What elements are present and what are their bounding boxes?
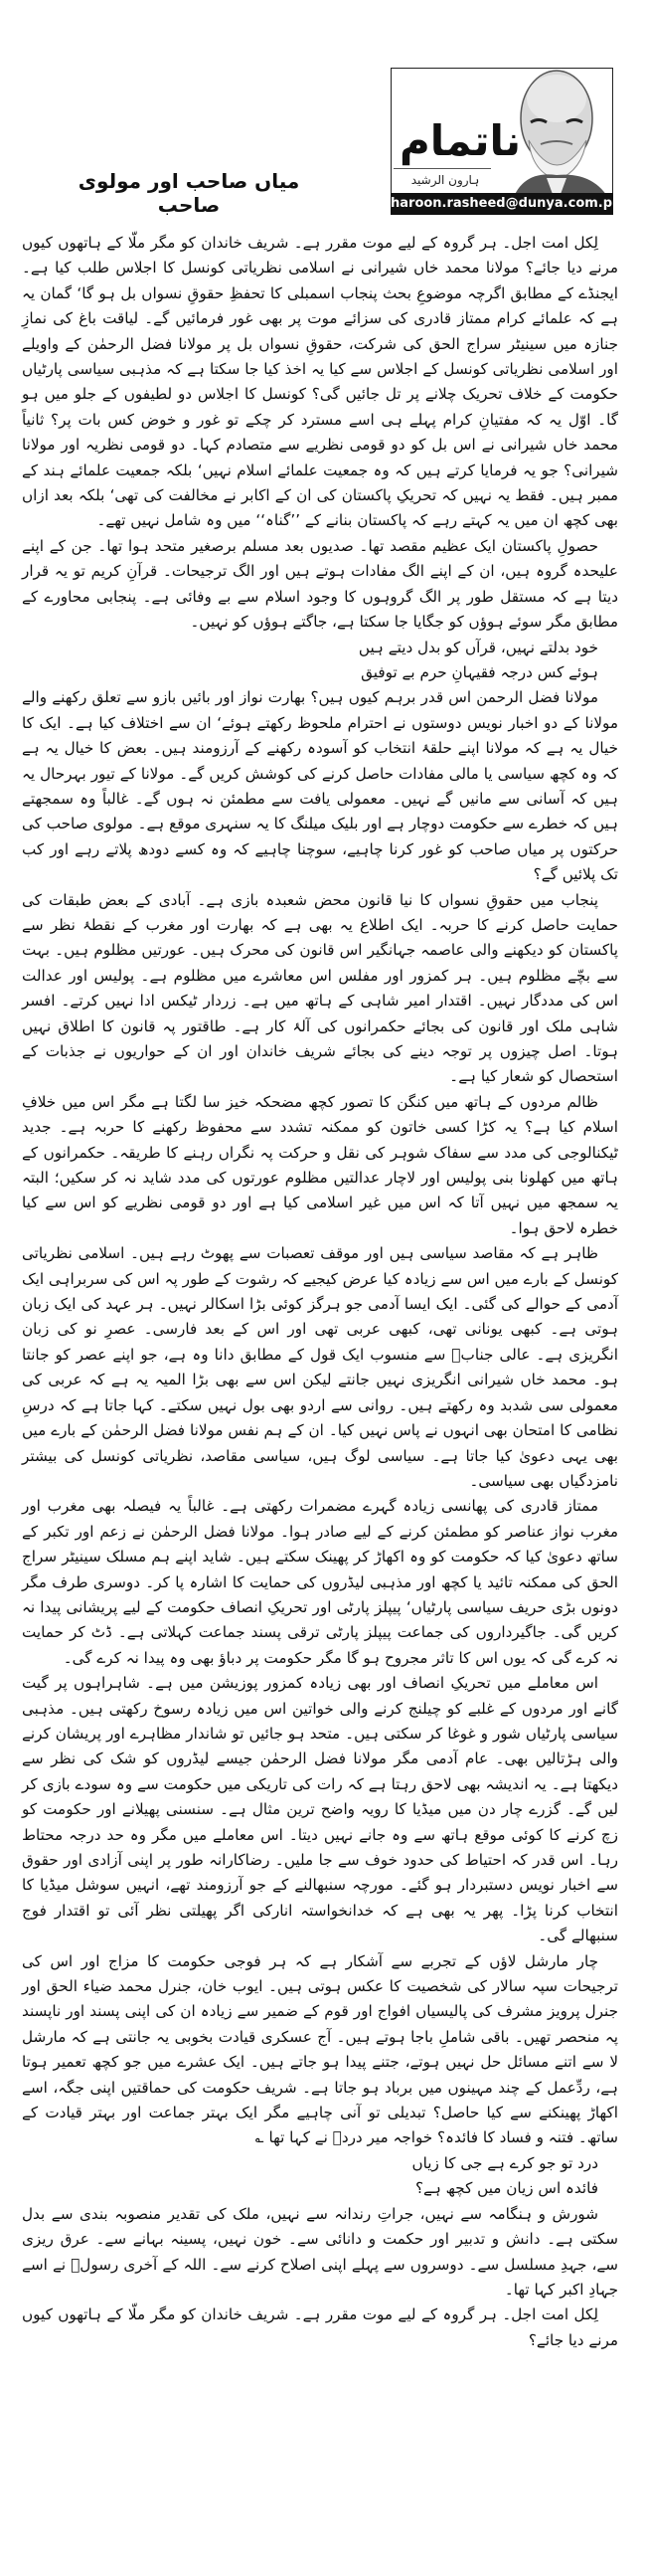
- paragraph: چار مارشل لاؤں کے تجربے سے آشکار ہے کہ ہر فوجی حکومت کا مزاج اور اس کی ترجیحات سپہ سالار کی شخصیت کا عکس ہوتی ہیں۔ ایوب خان، جنرل محمد ضیاء الحق اور جنرل پرویز مشرف کی پالیسیاں افواج اور قوم کے ضمیر سے زیادہ ان کی اپنی پسند اور ناپسند پہ منحصر تھیں۔ باقی شاملِ باجا ہوتے ہیں۔ آج عسکری قیادت بخوبی یہ جانتی ہے کہ مارشل لا سے اتنے مسائل حل نہیں ہوتے، جتنے پیدا ہو جاتے ہیں۔ ایک عشرے میں جو کچھ تعمیر ہوتا ہے، ردِّعمل کے چند مہینوں میں برباد ہو جاتا ہے۔ شریف حکومت کی حماقتیں اپنی جگہ، اسے اکھاڑ پھینکنے سے کیا حاصل؟ تبدیلی تو آنی چاہیے مگر ایک بہتر جماعت اور بہتر قیادت کے ساتھ۔ فتنہ و فساد کا فائدہ؟ خواجہ میر دردؔ نے کہا تھا ؎: [22, 1951, 618, 2147]
- verse-line: ہوئے کس درجہ فقیہانِ حرم بے توفیق: [361, 662, 598, 681]
- paragraph: اس معاملے میں تحریکِ انصاف اور بھی زیادہ کمزور پوزیشن میں ہے۔ شاہراہوں پر گیت گانے اور مردوں کے غلبے کو چیلنج کرنے والی خواتین اس میں زیادہ رسوخ رکھتی ہیں۔ مذہبی سیاسی پارٹیاں شور و غوغا کر سکتی ہیں۔ متحد ہو جائیں تو شاندار مظاہرے اور پریشان کرنے والی ہڑتالیں بھی۔ عام آدمی مگر مولانا فضل الرحمٰن جیسے لیڈروں کو شک کی نظر سے دیکھتا ہے۔ یہ اندیشہ بھی لاحق رہتا ہے کہ رات کی تاریکی میں حکومت سے وہ سودے بازی کر لیں گے۔ گزرے چار دن میں میڈیا کا رویہ واضح ترین مثال ہے۔ سنسنی پھیلانے اور حکومت کو زچ کرنے کا کوئی موقع ہاتھ سے وہ جانے نہیں دیتا۔ اس معاملے میں مگر وہ حد درجہ محتاط رہا۔ اس قدر کہ احتیاط کی حدود خوف سے جا ملیں۔ رضاکارانہ طور پر اپنی آزادی اور حقوق سے اخبار نویس دستبردار ہو گئے۔ مورچہ سنبھالنے کے جو آرزومند تھے، انہیں سوشل میڈیا کا انتخاب کرنا پڑا۔ پھر یہ بھی ہے کہ خدانخواستہ انارکی اگر پھیلتی نظر آئی تو اقتدار فوج سنبھالے گی۔: [22, 1674, 618, 1945]
- article-body: [22, 231, 618, 2353]
- divider: [394, 168, 491, 169]
- column-name: ناتمام: [400, 116, 522, 165]
- verse-line: خود بدلتے نہیں، قرآں کو بدل دیتے ہیں: [358, 638, 598, 656]
- paragraph: شورش و ہنگامہ سے نہیں، جراتِ رندانہ سے نہیں، ملک کی تقدیر منصوبہ بندی سے بدل سکتی ہے۔ دانش و تدبیر اور حکمت و دانائی سے۔ خون نہیں، پسینہ بہانے سے۔ عرق ریزی سے، جہدِ مسلسل سے۔ دوسروں سے پہلے اپنی اصلاح کرنے سے۔ اللہ کے آخری رسولؐ نے اسے جہادِ اکبر کہا تھا۔: [22, 2204, 618, 2299]
- author-email[interactable]: haroon.rasheed@dunya.com.pk: [391, 193, 613, 215]
- paragraph: پنجاب میں حقوقِ نسواں کا نیا قانون محض شعبدہ بازی ہے۔ آبادی کے بعض طبقات کی حمایت حاصل کرنے کا حربہ۔ ایک اطلاع یہ بھی ہے کہ بھارت اور مغرب کے نقطۂ نظر سے پاکستان کو دیکھنے والی عاصمہ جہانگیر اس قانون کی محرک ہیں۔ عورتیں مظلوم ہیں۔ بہت سے بچّے مظلوم ہیں۔ ہر کمزور اور مفلس اس معاشرے میں مظلوم ہے۔ پولیس اور عدالت اس کی مددگار نہیں۔ اقتدار امیر شاہی کے ہاتھ میں ہے۔ زردار ٹیکس ادا نہیں کرتے۔ افسر شاہی ملک اور قانون کی بجائے حکمرانوں کی آلۂ کار ہے۔ طاقتور پہ قانون کا اطلاق نہیں ہوتا۔ اصل چیزوں پر توجہ دینے کی بجائے شریف خاندان اور ان کے حواریوں نے جذبات کے استحصال کو شعار کیا ہے۔: [22, 890, 618, 1086]
- verse-line: درد تو جو کرے ہے جی کا زیاں: [411, 2153, 598, 2172]
- paragraph: ظاہر ہے کہ مقاصد سیاسی ہیں اور موقف تعصبات سے پھوٹ رہے ہیں۔ اسلامی نظریاتی کونسل کے بارے میں اس سے زیادہ کیا عرض کیجیے کہ رشوت کے طور پہ اس کی سربراہی ایک آدمی کے حوالے کی گئی۔ ایک ایسا آدمی جو ہرگز کوئی بڑا اسکالر نہیں۔ ہر عہد کی ایک زبان ہوتی ہے۔ کبھی یونانی تھی، کبھی عربی تھی اور اس کے بعد فارسی۔ عصرِ نو کی زبان انگریزی ہے۔ عالی جنابؑ سے منسوب ایک قول کے مطابق دانا وہ ہے، جو اپنے عصر کو جانتا ہو۔ محمد خاں شیرانی انگریزی نہیں جانتے لیکن اس سے بھی بڑا المیہ یہ ہے کہ عربی کی معمولی سی شدبد وہ رکھتے ہیں۔ روانی سے اردو بھی بول نہیں سکتے۔ کہا جاتا ہے کہ درسِ نظامی کا امتحان بھی انہوں نے پاس نہیں کیا۔ ان کے ہم نفس مولانا فضل الرحمٰن کے بارے میں بھی یہی دعویٰ کیا جاتا ہے۔ سیاسی لوگ ہیں، سیاسی مقاصد، نظریاتی کونسل کی بیشتر نامزدگیاں بھی سیاسی۔: [22, 1244, 618, 1490]
- paragraph: لِکل امت اجل۔ ہر گروہ کے لیے موت مقرر ہے۔ شریف خاندان کو مگر ملّا کے ہاتھوں کیوں مرنے دیا جائے؟ مولانا محمد خاں شیرانی نے اسلامی نظریاتی کونسل کا اجلاس طلب کیا ہے۔ ایجنڈے کے مطابق اگرچہ موضوعِ بحث پنجاب اسمبلی کا تحفظِ حقوقِ نسواں بل ہو گا‘ گمان یہ ہے کہ علمائے کرام ممتاز قادری کی سزائے موت پر بھی غور فرمائیں گے۔ لیاقت باغ کی نمازِ جنازہ میں سینیٹر سراج الحق کی شرکت، حقوقِ نسواں بل پر مولانا فضل الرحمٰن کے واویلے اور اسلامی نظریاتی کونسل کے اجلاس سے کیا یہ اخذ کیا جا سکتا ہے کہ مذہبی سیاسی پارٹیاں حکومت کے خلاف تحریک چلانے پر تل جائیں گی؟ کونسل کا اجلاس دو لطیفوں کے جلو میں ہو گا۔ اوّل یہ کہ مفتیانِ کرام پہلے ہی اسے مسترد کر چکے تو غور و خوض کس بات پر؟ ثانیاً محمد خاں شیرانی نے اس بل کو دو قومی نظریے سے متصادم کہا۔ دو قومی نظریہ اور مولانا شیرانی؟ جو یہ فرمایا کرتے ہیں کہ وہ جمعیت علمائے اسلام نہیں‘ بلکہ جمعیت علمائے ہند کے ممبر ہیں۔ فقط یہ نہیں کہ تحریکِ پاکستان کی ان کے اکابر نے مخالفت کی تھی‘ بلکہ بعد ازاں بھی کچھ ان میں یہ کہتے رہے کہ پاکستان بنانے کے ’’گناہ‘‘ میں وہ شامل نہیں تھے۔: [22, 234, 618, 530]
- author-byline: ہارون الرشید: [410, 173, 480, 187]
- verse-line: فائدہ اس زیان میں کچھ ہے؟: [415, 2179, 598, 2198]
- paragraph: مولانا فضل الرحمن اس قدر برہم کیوں ہیں؟ بھارت نواز اور بائیں بازو سے تعلق رکھنے والے مولانا کے دو اخبار نویس دوستوں نے احترام ملحوظ رکھتے ہوئے‘ ان سے اختلاف کیا ہے۔ ایک کا خیال یہ ہے کہ مولانا اپنے حلقۂ انتخاب کو آسودہ رکھنے کے آرزومند ہیں۔ بعض کا خیال یہ ہے کہ وہ کچھ سیاسی یا مالی مفادات حاصل کرنے کی کوشش کریں گے۔ مولانا کے تیور بہرحال یہ ہیں کہ آسانی سے مانیں گے نہیں۔ معمولی یافت سے مطمئن نہ ہوں گے۔ غالباً وہ سمجھتے ہیں کہ خطرے سے حکومت دوچار ہے اور بلیک میلنگ کا یہ سنہری موقع ہے۔ مولوی صاحب کی حرکتوں پر میاں صاحب کو غور کرنا چاہیے، سوچنا چاہیے کہ وہ کسے دودھ پلاتے رہے اور کب تک پلائیں گے؟: [22, 688, 618, 884]
- paragraph: حصولِ پاکستان ایک عظیم مقصد تھا۔ صدیوں بعد مسلم برصغیر متحد ہوا تھا۔ جن کے اپنے علیحدہ گروہ ہیں، ان کے اپنے الگ مفادات ہوتے ہیں اور الگ ترجیحات۔ قرآنِ کریم تو یہ قرار دیتا ہے کہ مستقل طور پر الگ گروہوں کا وجود اسلام سے بے وفائی ہے۔ پنجابی محاورے کے مطابق مگر سوئے ہوؤں کو جگایا جا سکتا ہے، جاگتے ہوؤں کو نہیں۔: [22, 536, 618, 632]
- paragraph: لِکل امت اجل۔ ہر گروہ کے لیے موت مقرر ہے۔ شریف خاندان کو مگر ملّا کے ہاتھوں کیوں مرنے دیا جائے؟: [22, 2305, 618, 2349]
- article-title: میاں صاحب اور مولوی صاحب: [78, 169, 300, 217]
- paragraph: ممتاز قادری کی پھانسی زیادہ گہرے مضمرات رکھتی ہے۔ غالباً یہ فیصلہ بھی مغرب اور مغرب نواز عناصر کو مطمئن کرنے کے لیے صادر ہوا۔ مولانا فضل الرحمٰن نے زعم اور تکبر کے ساتھ دعویٰ کیا کہ حکومت کو وہ اکھاڑ کر پھینک سکتے ہیں۔ شاید اپنے ہم مسلک سینیٹر سراج الحق کی ممکنہ تائید یا کچھ اور مذہبی لیڈروں کی حمایت کا اشارہ پا کر۔ دوسری طرف مگر دونوں بڑی حریف سیاسی پارٹیاں‘ پیپلز پارٹی اور تحریکِ انصاف حکومت کے لیے پریشانی پیدا نہ کریں گی۔ جاگیرداروں کی جماعت پیپلز پارٹی ترقی پسند جماعت کہلاتی ہے۔ ڈٹ کر حمایت نہ کرے گی کہ یوں اس کا تاثر مجروح ہو گا مگر حکومت پر دباؤ بھی وہ پیدا نہ کرے گی۔: [22, 1497, 618, 1667]
- paragraph: ظالم مردوں کے ہاتھ میں کنگن کا تصور کچھ مضحکہ خیز سا لگتا ہے مگر اس میں خلافِ اسلام کیا ہے؟ یہ کڑا کسی خاتون کو ممکنہ تشدد سے محفوظ رکھنے کا حربہ ہے۔ جدید ٹیکنالوجی کی مدد سے سفاک شوہر کی نقل و حرکت پہ نگراں رہنے کا طریقہ۔ حکمرانوں کے ہاتھ میں کھلونا بنی پولیس اور لاچار عدالتیں مظلوم عورتوں کی مدد شاید نہ کر سکیں؛ البتہ یہ سمجھ میں نہیں آتا کہ اس میں غیر اسلامی کیا ہے اور دو قومی نظریے کو اس سے کیا خطرہ لاحق ہوا۔: [22, 1092, 618, 1237]
- column-header: [391, 68, 613, 206]
- author-portrait-icon: [491, 61, 612, 205]
